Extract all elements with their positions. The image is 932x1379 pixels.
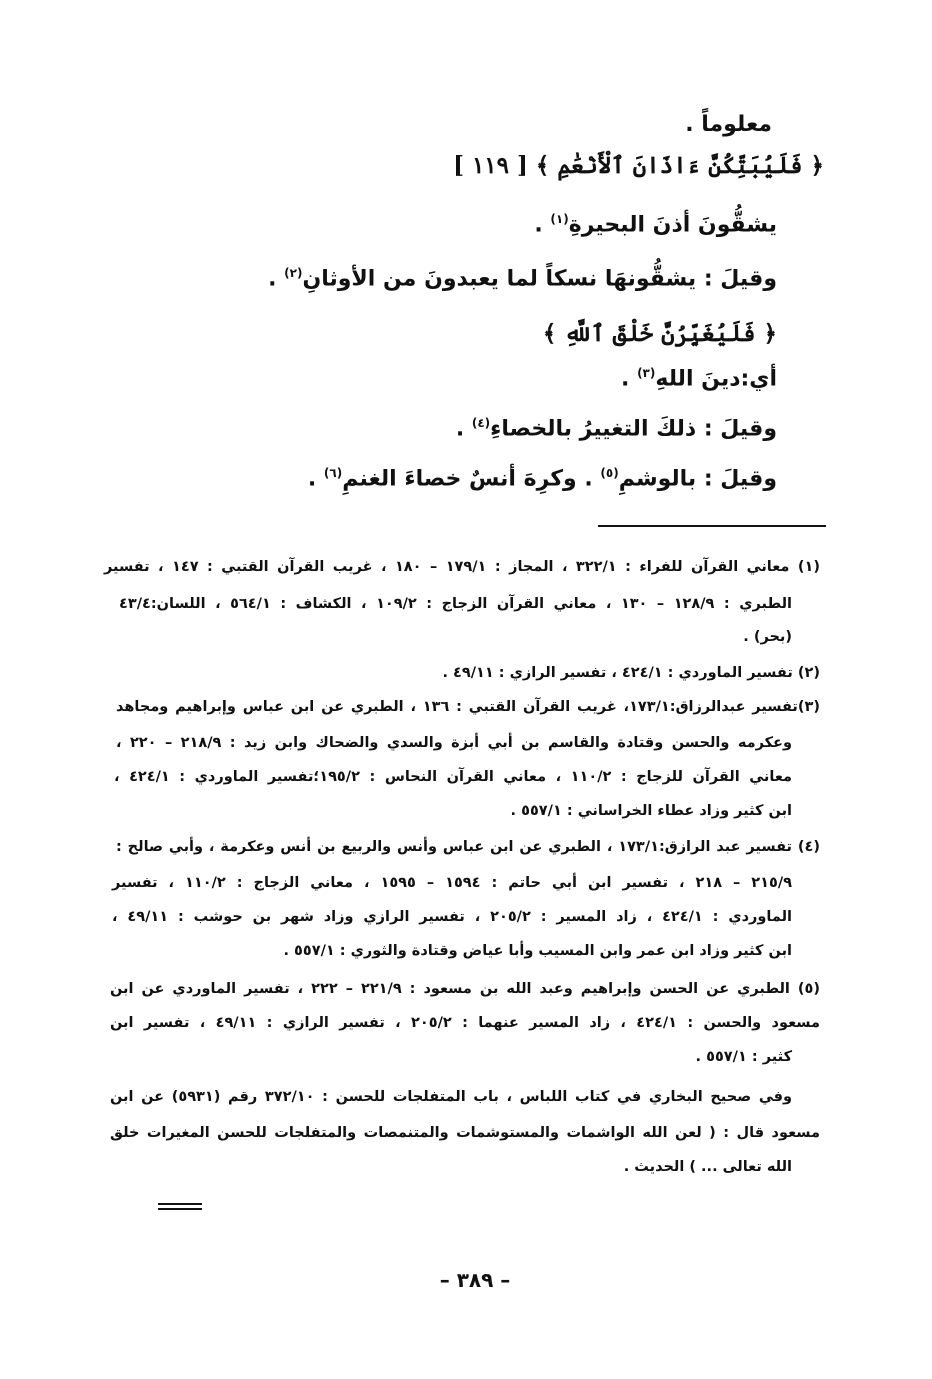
footnote-ref-4: (٤) xyxy=(471,416,491,430)
quran-verse-119 xyxy=(453,152,824,179)
main-line-4: وقيلَ : يشقُّونهَا نسكاً لما يعبدونَ من الأوثانِ$^{(٢)}$ . xyxy=(268,266,777,292)
page-number: – ٣٨٩ – xyxy=(439,1268,511,1292)
verse-text: ﴿ فَلَيُغَيِّرُنَّ خَلْقَ ٱللَّهِ ﴾ xyxy=(542,320,777,347)
main-line-1 xyxy=(685,112,772,137)
footnote-ref-5: (٥) xyxy=(600,466,619,480)
footnote-ref-2: (٢) xyxy=(284,266,303,280)
main-line-6: أي:دينَ اللهِ$^{(٣)}$ . xyxy=(621,366,777,392)
main-line-7: وقيلَ : ذلكَ التغييرُ بالخصاءِ$^{(٤)}$ . xyxy=(455,416,777,442)
main-line-3: يشقُّونَ أذنَ البحيرةِ$^{(١)}$ . xyxy=(534,212,777,238)
end-rule-bottom xyxy=(158,1208,202,1210)
verse-text: ﴿ فَلَيُبَتِّكُنَّ ءَاذَانَ ٱلْأَنْعَٰمِ ﴾ [ ١١٩ ] xyxy=(453,152,824,179)
end-rule-top xyxy=(158,1203,202,1205)
quran-verse-change xyxy=(543,320,777,347)
footnote-ref-1: (١) xyxy=(550,212,569,226)
document-page: معلوماً . ﴿ فَلَيُبَتِّكُنَّ ءَاذَانَ ٱلْأَنْعَٰمِ ﴾ [ ١١٩ ] يشقُّونَ أذنَ البحيرةِ$^{(١)}$ . وقيلَ : يشقُّونهَا نسكاً لما يعبدونَ من الأوثانِ$^{(٢)}$ . ﴿ فَلَيُغَيِّرُنَّ خَلْقَ ٱللَّهِ ﴾ أي:دينَ اللهِ$^{(٣)}$ . وقيلَ : ذلكَ التغييرُ بالخصاءِ$^{(٤)}$ . وقيلَ : بالوشمِ$^{(٥)}$ . وكرِهَ أنسٌ خصاءَ الغنمِ$^{(٦)}$ . (١) معاني القرآن للفراء : ٣٢٢/١ ، المجاز : ١٧٩/١ – ١٨٠ ، غريب القرآن القتبي : ١٤٧ ، تفسير الطبري : ١٢٨/٩ – ١٣٠ ، معاني القرآن الزجاج : ١٠٩/٢ ، الكشاف : ٥٦٤/١ ، اللسان:٤٣/٤ (بحر) . (٢) تفسير الماوردي : ٤٢٤/١ ، تفسير الرازي : ٤٩/١١ . (٣)تفسير عبدالرزاق:١٧٣/١، غريب القرآن القتبي : ١٣٦ ، الطبري عن ابن عباس وإبراهيم ومجاهد وعكرمه والحسن وقتادة والقاسم بن أبي أبزة والسدي والضحاك وابن زيد : ٢١٨/٩ – ٢٢٠ ، معاني القرآن للزجاج : ١١٠/٢ ، معاني القرآن النحاس : ١٩٥/٢؛تفسير الماوردي : ٤٢٤/١ ، ابن كثير وزاد عطاء الخراساني : ٥٥٧/١ . (٤) تفسير عبد الرازق:١٧٣/١ ، الطبري عن ابن عباس وأنس والربيع بن أنس وعكرمة ، وأبي صالح : ٢١٥/٩ – ٢١٨ ، تفسير ابن أبي حاتم : ١٥٩٤ – ١٥٩٥ ، معاني الزجاج : ١١٠/٢ ، تفسير الماوردي : ٤٢٤/١ ، زاد المسير : ٢٠٥/٢ ، تفسير الرازي وزاد شهر بن حوشب : ٤٩/١١ ، ابن كثير وزاد ابن عمر وابن المسيب وأبا عياض وقتادة والثوري : ٥٥٧/١ . (٥) الطبري عن الحسن وإبراهيم وعبد الله بن مسعود : ٢٢١/٩ – ٢٢٢ ، تفسير الماوردي عن ابن مسعود والحسن : ٤٢٤/١ ، زاد المسير عنهما : ٢٠٥/٢ ، تفسير الرازي : ٤٩/١١ ، تفسير ابن كثير : ٥٥٧/١ . وفي صحيح البخاري في كتاب اللباس ، باب المتفلجات للحسن : ٣٧٢/١٠ رقم (٥٩٣١) عن ابن مسعود قال : ( لعن الله الواشمات والمستوشمات والمتنمصات والمتفلجات للحسن المغيرات خلق الله تعالى ... ) الحديث . – ٣٨٩ – xyxy=(0,0,932,1379)
footnote-ref-3: (٣) xyxy=(637,366,656,380)
footnote-separator xyxy=(598,525,826,527)
text-maloman: معلوماً . xyxy=(685,112,772,137)
main-line-8: وقيلَ : بالوشمِ$^{(٥)}$ . وكرِهَ أنسٌ خصاءَ الغنمِ$^{(٦)}$ . xyxy=(307,466,777,492)
footnote-ref-6: (٦) xyxy=(323,466,343,480)
